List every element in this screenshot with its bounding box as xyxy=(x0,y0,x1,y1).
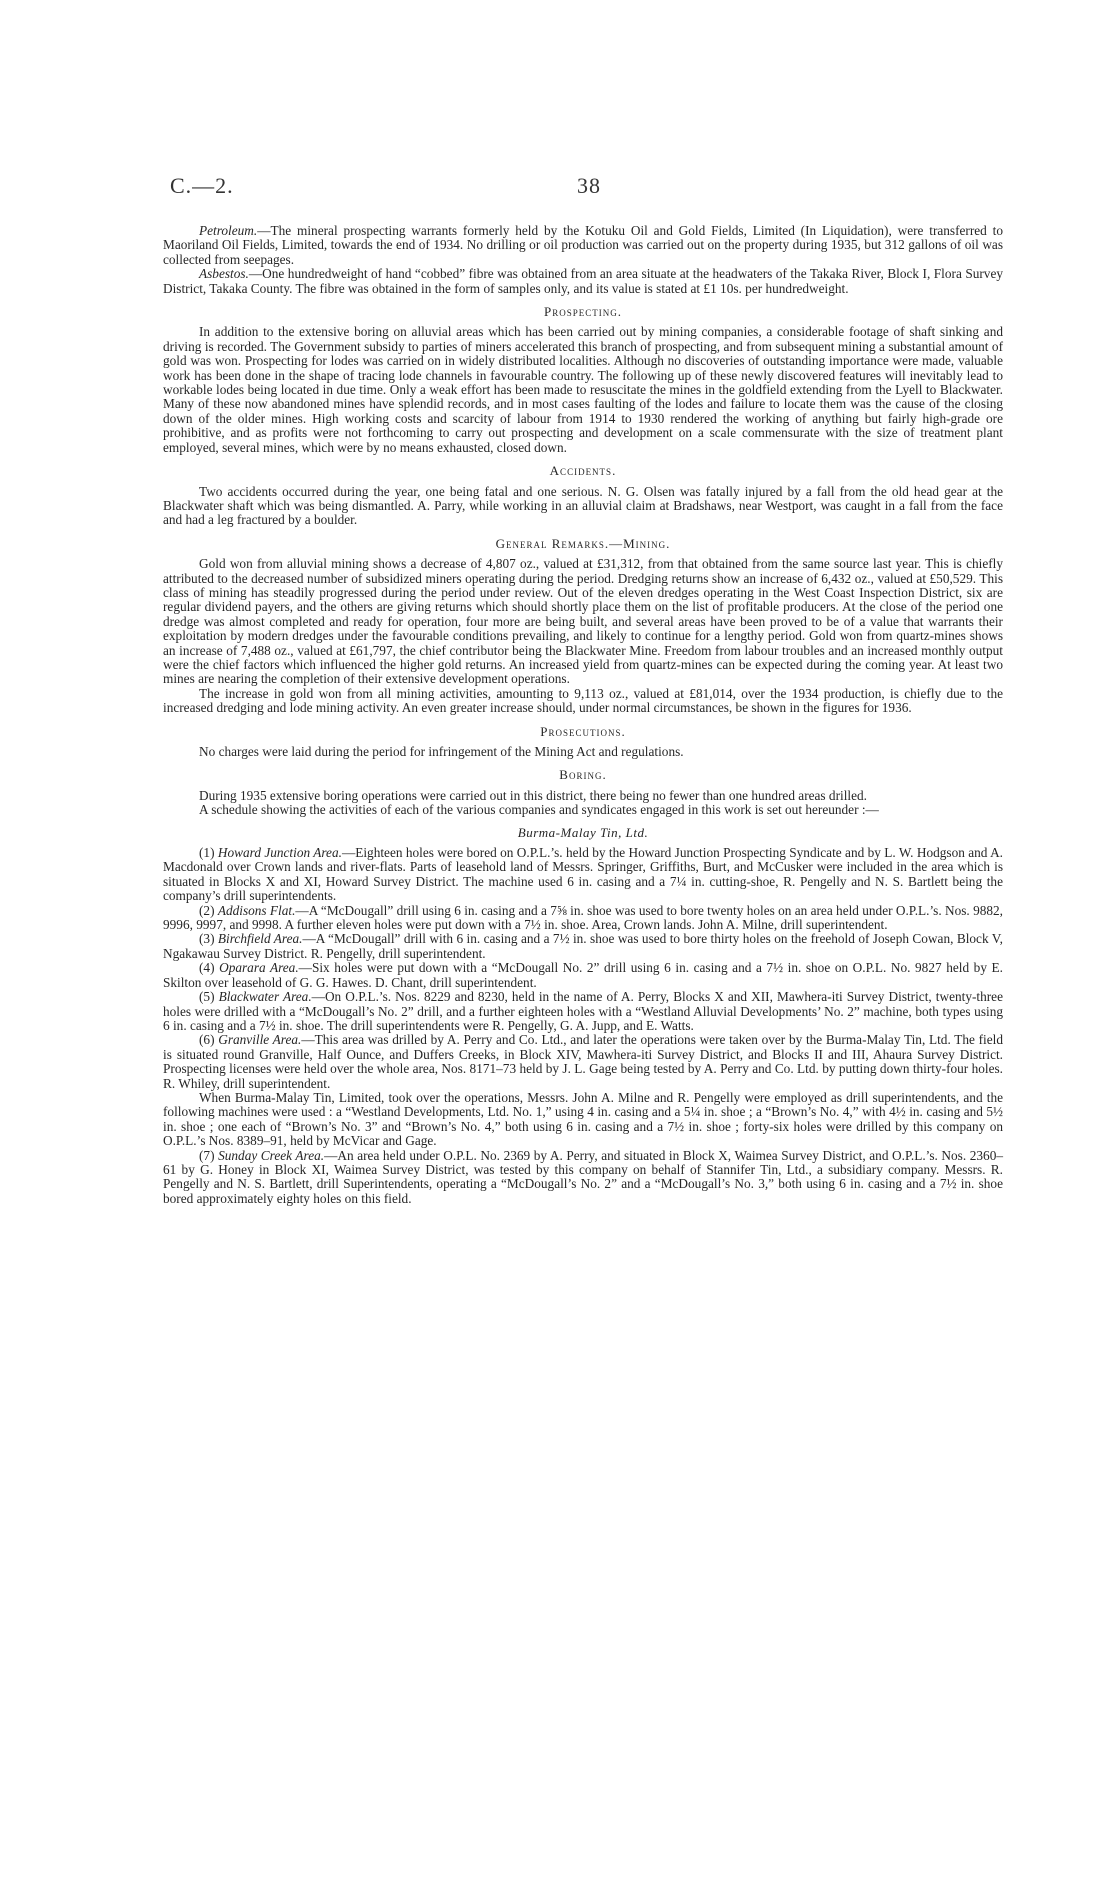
item-lead: Oparara Area. xyxy=(219,960,299,976)
item-lead: Blackwater Area. xyxy=(218,989,312,1005)
page-number: 38 xyxy=(577,173,601,198)
boring-item xyxy=(163,932,1003,961)
item-number: (4) xyxy=(199,960,220,976)
item-number: (3) xyxy=(199,931,218,947)
company-heading: Burma-Malay Tin, Ltd. xyxy=(517,824,649,840)
paragraph-text: —The mineral prospecting warrants formerly held by the Kotuku Oil and Gold Fields, Limited (In Liquidation), were transferred to Maoriland Oil Fields, Limited, towards the end of 1934. No drilling or oil production was carried out on the property during 1935, but 312 gallons of oil was collected from seepages. xyxy=(163,223,1003,267)
prosecutions-heading: Prosecutions. xyxy=(540,723,626,739)
boring-item xyxy=(163,1149,1003,1207)
item-number: (2) xyxy=(199,902,218,918)
accidents-heading: Accidents. xyxy=(549,463,617,479)
item-lead: Sunday Creek Area. xyxy=(218,1147,325,1163)
page-body xyxy=(163,224,1003,1206)
prosecutions-paragraph: No charges were laid during the period for infringement of the Mining Act and regulations. xyxy=(199,744,684,759)
boring-item xyxy=(163,1091,1003,1149)
item-lead: Howard Junction Area. xyxy=(217,845,342,861)
paragraph-lead: Petroleum. xyxy=(199,223,258,238)
report-code: C.—2. xyxy=(170,173,234,198)
item-number: (7) xyxy=(199,1147,219,1163)
boring-item xyxy=(163,961,1003,990)
prospecting-paragraph: In addition to the extensive boring on alluvial areas which has been carried out by mining companies, a considerable footage of shaft sinking and driving is recorded. The Government subsidy to parties of miners accelerated this branch of prospecting, and from subsequent mining a substantial amount of gold was won. Prospecting for lodes was carried on in widely distributed localities. Although no discoveries of outstanding importance were made, valuable work has been done in the shape of tracing lode channels in favourable country. The following up of these newly discovered features will inevitably lead to workable lodes being located in due time. Only a weak effort has been made to resuscitate the mines in the goldfield extending from the Lyell to Blackwater. Many of these now abandoned mines have splendid records, and in most cases faulting of the lodes and failure to locate them was the cause of the closing down of the older mines. High working costs and scarcity of labour from 1914 to 1930 rendered the working of anything but fairly high-grade ore prohibitive, and as profits were not forthcoming to carry out prospecting and development on a scale commensurate with the size of treatment plant employed, several mines, which were by no means exhausted, closed down. xyxy=(163,324,1003,455)
paragraph-text: —One hundredweight of hand “cobbed” fibre was obtained from an area situate at the headwaters of the Takaka River, Block I, Flora Survey District, Takaka County. The fibre was obtained in the form of samples only, and its value is stated at £1 10s. per hundredweight. xyxy=(163,266,1003,296)
item-text: —A “McDougall” drill using 6 in. casing and a 7⅝ in. shoe was used to bore twenty holes on an area held under O.P.L.’s. Nos. 9882, 9996, 9997, and 9998. A further eleven holes were put down with a 7½ in. shoe. Area, Crown lands. John A. Milne, drill superintendent. xyxy=(163,902,1003,933)
item-text: —An area held under O.P.L. No. 2369 by A. Perry, and situated in Block X, Waimea Survey District, and O.P.L.’s. Nos. 2360–61 by G. Honey in Block XI, Waimea Survey District, was tested by this company on behalf of Stannifer Tin, Ltd., a subsidiary company. Messrs. R. Pengelly and N. S. Bartlett, drill Superintendents, operating a “McDougall’s No. 2” and a “McDougall’s No. 3,” both using 6 in. casing and a 7½ in. shoe bored approximately eighty holes on this field. xyxy=(163,1147,1003,1206)
asbestos-paragraph xyxy=(163,267,1003,296)
prospecting-heading: Prospecting. xyxy=(544,304,622,320)
boring-paragraph: During 1935 extensive boring operations were carried out in this district, there being no fewer than one hundred areas drilled. xyxy=(199,787,867,803)
item-lead: Granville Area. xyxy=(218,1032,302,1048)
general-remarks-heading: General Remarks.—Mining. xyxy=(495,535,671,551)
item-text: —Six holes were put down with a “McDougall No. 2” drill using 6 in. casing and a 7½ in. shoe on O.P.L. No. 9827 held by E. Skilton over leasehold of G. G. Hawes. D. Chant, drill superintendent. xyxy=(163,960,1003,990)
boring-item xyxy=(163,1033,1003,1091)
general-remarks-paragraph: Gold won from alluvial mining shows a decrease of 4,807 oz., valued at £31,312, from that obtained from the same source last year. This is chiefly attributed to the decreased number of subsidized miners operating during the period. Dredging returns show an increase of 6,432 oz., valued at £50,529. This class of mining has steadily progressed during the period under review. Out of the eleven dredges operating in the West Coast Inspection District, six are regular dividend payers, and the others are giving returns which should shortly place them on the list of profitable producers. At the close of the period one dredge was almost completed and ready for operation, four more are being built, and several areas have been proved to be of a value that warrants their exploitation by modern dredges under the favourable conditions prevailing, and likely to continue for a lengthy period. Gold won from quartz-mines shows an increase of 7,488 oz., valued at £61,797, the chief contributor being the Blackwater Mine. Freedom from labour troubles and an increased monthly output were the chief factors which influenced the higher gold returns. An increased yield from quartz-mines can be expected during the coming year. At least two mines are nearing the completion of their extensive development operations. xyxy=(163,556,1003,687)
item-text: —Eighteen holes were bored on O.P.L.’s. held by the Howard Junction Prospecting Syndicate and by L. W. Hodgson and A. Macdonald over Crown lands and river-flats. Parts of leasehold land of Messrs. Springer, Griffiths, Burt, and McCusker were included in the area which is situated in Blocks X and XI, Howard Survey District. The machine used 6 in. casing and a 7¼ in. cutting-shoe, R. Pengelly and N. S. Bartlett being the company’s drill superintendents. xyxy=(163,845,1003,904)
paragraph-lead: Asbestos. xyxy=(199,266,249,282)
item-text: —A “McDougall” drill with 6 in. casing and a 7½ in. shoe was used to bore thirty holes on the freehold of Joseph Cowan, Block V, Ngakawau Survey District. R. Pengelly, drill superintendent. xyxy=(163,931,1003,961)
item-number: (6) xyxy=(199,1032,219,1048)
general-remarks-paragraph: The increase in gold won from all mining activities, amounting to 9,113 oz., valued at £81,014, over the 1934 production, is chiefly due to the increased dredging and lode mining activity. An even greater increase should, under normal circumstances, be shown in the figures for 1936. xyxy=(163,685,1003,716)
petroleum-paragraph xyxy=(163,224,1003,267)
item-text: When Burma-Malay Tin, Limited, took over the operations, Messrs. John A. Milne and R. Pengelly were employed as drill superintendents, and the following machines were used : a “Westland Developments, Ltd. No. 1,” using 4 in. casing and a 5¼ in. shoe ; a “Brown’s No. 4,” with 4½ in. casing and 5½ in. shoe ; one each of “Brown’s No. 3” and “Brown’s No. 4,” both using 6 in. casing and a 7½ in. shoe ; forty-six holes were drilled by this company on O.P.L.’s Nos. 8389–91, held by McVicar and Gage. xyxy=(163,1089,1003,1149)
boring-item xyxy=(163,990,1003,1033)
boring-item xyxy=(163,846,1003,904)
item-lead: Birchfield Area. xyxy=(217,931,303,947)
accidents-paragraph: Two accidents occurred during the year, one being fatal and one serious. N. G. Olsen was fatally injured by a fall from the old head gear at the Blackwater shaft which was being dismantled. A. Parry, while working in an alluvial claim at Bradshaws, near Westport, was caught in a fall from the face and had a leg fractured by a boulder. xyxy=(163,483,1003,528)
boring-heading: Boring. xyxy=(559,767,607,783)
item-lead: Addisons Flat. xyxy=(217,902,296,918)
item-number: (5) xyxy=(199,989,219,1005)
boring-paragraph: A schedule showing the activities of each of the various companies and syndicates engaged in this work is set out hereunder :— xyxy=(199,802,879,818)
item-number: (1) xyxy=(199,845,218,861)
boring-item xyxy=(163,904,1003,933)
item-text: —This area was drilled by A. Perry and Co. Ltd., and later the operations were taken over by the Burma-Malay Tin, Ltd. The field is situated round Granville, Half Ounce, and Duffers Creeks, in Block XIV, Mawhera-iti Survey District, and Blocks II and III, Ahaura Survey District. Prospecting licenses were held over the whole area, Nos. 8171–73 held by J. L. Gage being tested by A. Perry and Co. Ltd. by putting down thirty-four holes. R. Whiley, drill superintendent. xyxy=(163,1032,1003,1091)
item-text: —On O.P.L.’s. Nos. 8229 and 8230, held in the name of A. Perry, Blocks X and XII, Mawhera-iti Survey District, twenty-three holes were drilled with a “McDougall’s No. 2” drill, and a further eighteen holes with a “Westland Alluvial Developments’ No. 2” machine, both types using 6 in. casing and a 7½ in. shoe. The drill superintendents were R. Pengelly, G. A. Jupp, and E. Watts. xyxy=(163,989,1003,1033)
